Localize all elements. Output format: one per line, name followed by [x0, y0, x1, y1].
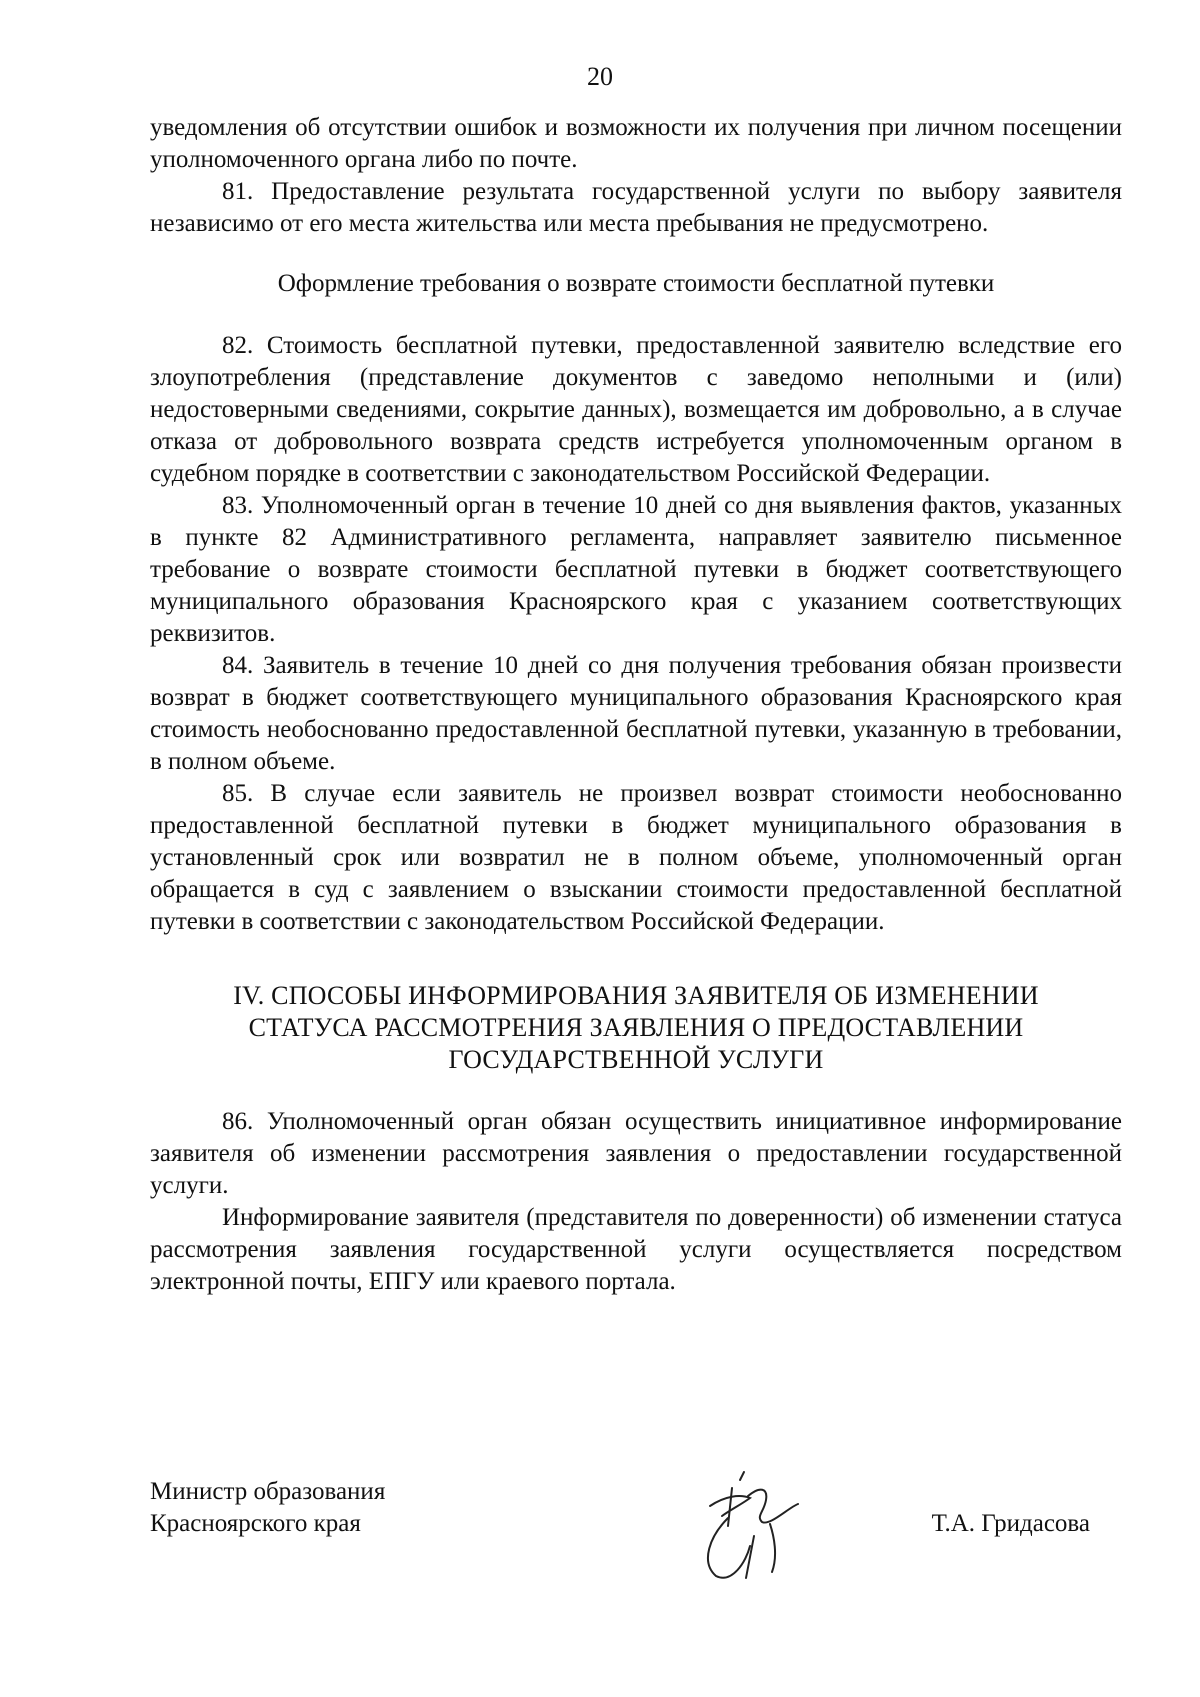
section-heading-iv: [150, 980, 1122, 1076]
paragraph-84: 84. Заявитель в течение 10 дней со дня получения требования обязан произвести возврат в бюджет соответствующего муниципального образования Красноярского края стоимость необоснованно предоставленной бесплатной путевки, указанную в требовании, в полном объеме.: [150, 652, 1122, 775]
paragraph-85: 85. В случае если заявитель не произвел возврат стоимости необоснованно предоставленной бесплатной путевки в бюджет муниципального образования в установленный срок или возвратил не в полном объеме, уполномоченный орган обращается в суд с заявлением о взыскании стоимости предоставленной бесплатной путевки в соответствии с законодательством Российской Федерации.: [150, 780, 1122, 935]
subheading-refund-request: Оформление требования о возврате стоимости бесплатной путевки: [277, 270, 995, 297]
paragraph-81: 81. Предоставление результата государственной услуги по выбору заявителя независимо от его места жительства или места пребывания не предусмотрено.: [150, 178, 1122, 237]
signature-block: [150, 1476, 1090, 1616]
document-body: [150, 112, 1122, 1298]
paragraph-83: 83. Уполномоченный орган в течение 10 дней со дня выявления фактов, указанных в пункте 82 Административного регламента, направляет заявителю письменное требование о возврате стоимости бесплатной путевки в бюджет соответствующего муниципального образования Красноярского края с указанием соответствующих реквизитов.: [150, 492, 1122, 647]
page-number: 20: [587, 62, 613, 91]
signer-title: [150, 1476, 385, 1540]
paragraph-82: 82. Стоимость бесплатной путевки, предоставленной заявителю вследствие его злоупотребления (представление документов с заведомо неполными и (или) недостоверными сведениями, сокрытие данных), возмещается им добровольно, а в случае отказа от добровольного возврата средств истребуется уполномоченным органом в судебном порядке в соответствии с законодательством Российской Федерации.: [150, 332, 1122, 487]
paragraph-informing: Информирование заявителя (представителя по доверенности) об изменении статуса рассмотрения заявления государственной услуги осуществляется посредством электронной почты, ЕПГУ или краевого портала.: [150, 1204, 1122, 1295]
signer-title-line: Министр образования: [150, 1478, 386, 1505]
section-heading-line: IV. СПОСОБЫ ИНФОРМИРОВАНИЯ ЗАЯВИТЕЛЯ ОБ ИЗМЕНЕНИИ: [233, 981, 1039, 1010]
signer-name: Т.А. Гридасова: [931, 1510, 1090, 1537]
paragraph-86: 86. Уполномоченный орган обязан осуществить инициативное информирование заявителя об изменении рассмотрения заявления о предоставлении государственной услуги.: [150, 1108, 1122, 1199]
section-heading-line: СТАТУСА РАССМОТРЕНИЯ ЗАЯВЛЕНИЯ О ПРЕДОСТАВЛЕНИИ: [248, 1013, 1024, 1042]
signer-title-line: Красноярского края: [150, 1510, 361, 1537]
handwritten-signature: [670, 1466, 830, 1586]
section-heading-line: ГОСУДАРСТВЕННОЙ УСЛУГИ: [448, 1045, 824, 1074]
paragraph-continuation: уведомления об отсутствии ошибок и возможности их получения при личном посещении уполномоченного органа либо по почте.: [150, 114, 1122, 173]
